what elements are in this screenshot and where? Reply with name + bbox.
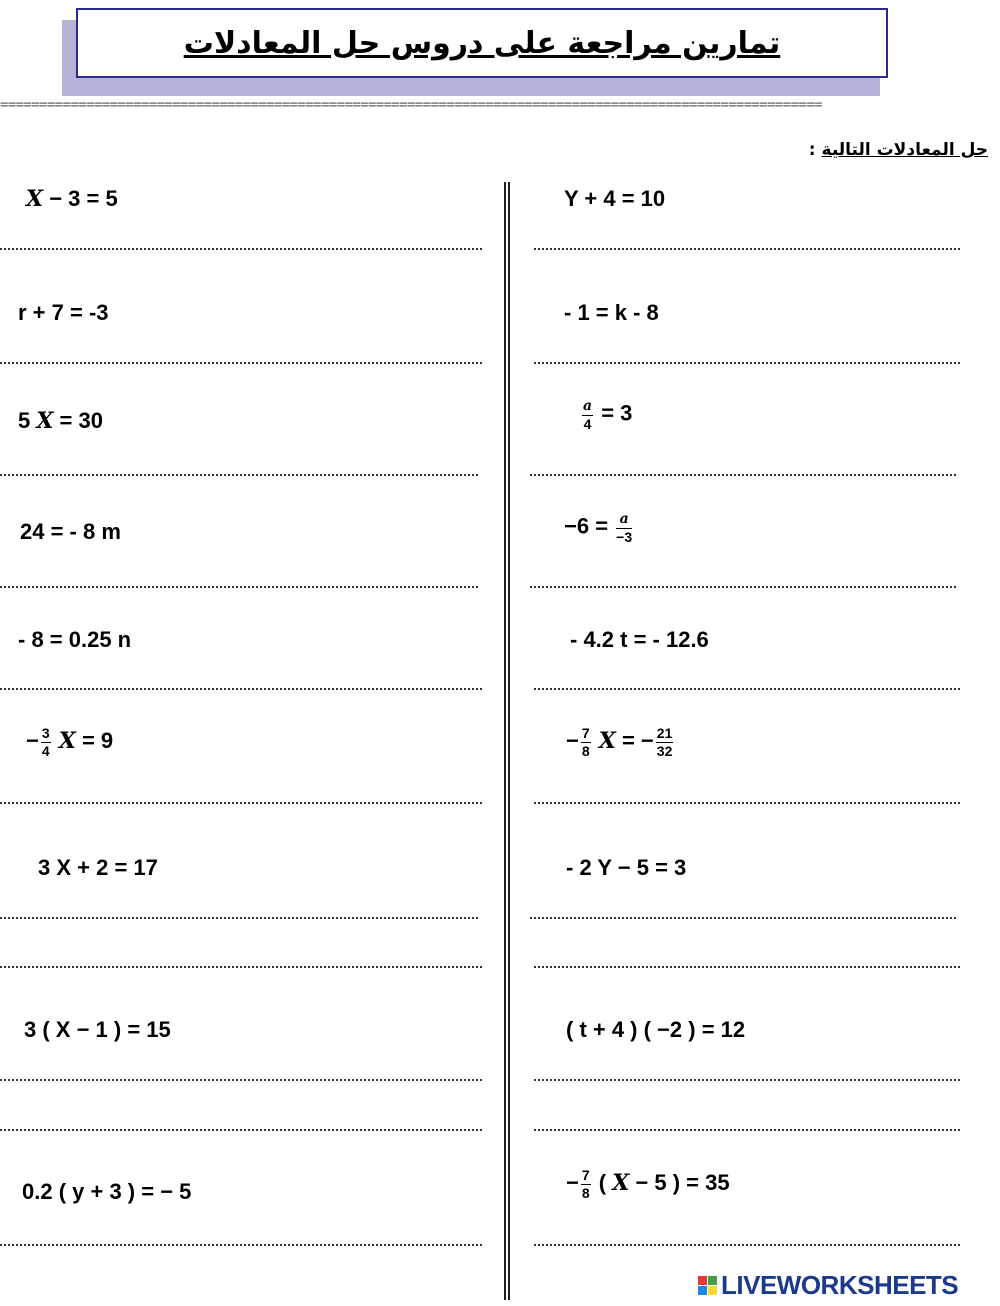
equation-l5: - 8 = 0.25 n	[18, 627, 132, 652]
answer-line[interactable]	[0, 362, 482, 364]
answer-line[interactable]	[0, 802, 482, 804]
equation-r9-var: X	[612, 1170, 630, 1196]
instruction	[809, 140, 988, 160]
answer-line[interactable]	[534, 1129, 960, 1131]
fraction-numerator: 7	[581, 1167, 590, 1183]
fraction-denominator: 32	[656, 742, 673, 759]
equation-l1-var: X	[26, 186, 44, 212]
fraction-numerator	[616, 511, 632, 529]
fraction-numerator-var: a	[583, 398, 593, 414]
liveworksheets-watermark	[698, 1270, 958, 1300]
answer-line[interactable]	[530, 586, 956, 588]
equation-r6-fraction-2	[656, 726, 674, 758]
liveworksheets-brand: LIVEWORKSHEETS	[721, 1269, 959, 1300]
answer-line[interactable]	[534, 248, 960, 250]
equation-l7: 3 X + 2 = 17	[38, 855, 158, 880]
equation-r7: - 2 Y − 5 = 3	[566, 855, 687, 880]
answer-line[interactable]	[534, 688, 960, 690]
equation-r5: - 4.2 t = - 12.6	[570, 627, 709, 652]
answer-line[interactable]	[0, 1244, 482, 1246]
equation-r4	[564, 511, 634, 544]
equation-l6-rest: = 9	[75, 728, 114, 753]
equation-l9: 0.2 ( y + 3 ) = − 5	[22, 1179, 192, 1204]
equation-r6-mid: = −	[615, 728, 654, 753]
fraction-denominator: 4	[41, 742, 50, 759]
fraction-numerator-var: a	[619, 511, 629, 527]
equation-r3-fraction	[582, 398, 593, 431]
answer-line[interactable]	[534, 966, 960, 968]
equation-l6	[26, 726, 113, 758]
fraction-denominator: 8	[581, 742, 590, 759]
equation-l3-coef: 5	[18, 408, 37, 433]
instruction-text: حل المعادلات التالية	[821, 140, 988, 160]
answer-line[interactable]	[0, 917, 478, 919]
equation-r2: - 1 = k - 8	[564, 300, 659, 325]
answer-line[interactable]	[0, 966, 482, 968]
equation-r6-var: X	[598, 728, 616, 754]
equation-r8: ( t + 4 ) ( −2 ) = 12	[566, 1017, 746, 1042]
fraction-numerator	[582, 398, 593, 416]
fraction-denominator: 8	[581, 1184, 590, 1201]
equation-r3	[580, 398, 632, 431]
equation-l6-fraction	[41, 726, 51, 758]
fraction-numerator: 21	[656, 725, 673, 741]
equation-l1-rest: − 3 = 5	[43, 186, 118, 211]
answer-line[interactable]	[534, 802, 960, 804]
equation-r6-sign: −	[566, 728, 579, 753]
equation-l8: 3 ( X − 1 ) = 15	[24, 1017, 171, 1042]
answer-line[interactable]	[0, 1079, 482, 1081]
separator-line: =========================================================================================================	[0, 97, 823, 113]
equation-l3	[18, 410, 103, 432]
fraction-denominator: −3	[616, 528, 633, 545]
equation-r9	[566, 1168, 730, 1200]
fraction-numerator: 3	[41, 725, 50, 741]
answer-line[interactable]	[530, 917, 956, 919]
answer-line[interactable]	[0, 586, 478, 588]
answer-line[interactable]	[534, 362, 960, 364]
equation-r9-fraction	[581, 1168, 591, 1200]
instruction-suffix: :	[808, 140, 822, 160]
answer-line[interactable]	[534, 1079, 960, 1081]
page-title: تمارين مراجعة على دروس حل المعادلات	[183, 25, 781, 61]
equation-r9-open: (	[592, 1170, 613, 1195]
answer-line[interactable]	[0, 474, 478, 476]
equation-r6	[566, 726, 675, 758]
equation-r9-sign: −	[566, 1170, 579, 1195]
equation-r4-lhs: −6 =	[564, 513, 615, 539]
equation-l1	[26, 188, 118, 210]
equation-l4: 24 = - 8 m	[20, 519, 121, 544]
title-box	[76, 8, 888, 78]
equation-l3-rest: = 30	[53, 408, 103, 433]
equation-r9-rest: − 5 ) = 35	[629, 1170, 730, 1195]
equation-r1: Y + 4 = 10	[564, 186, 666, 211]
equation-l2: r + 7 = -3	[18, 300, 109, 325]
fraction-numerator: 7	[581, 725, 590, 741]
answer-line[interactable]	[0, 248, 482, 250]
equation-r4-fraction	[616, 511, 632, 544]
column-divider	[504, 182, 510, 1300]
equation-l3-var: X	[36, 408, 54, 434]
fraction-denominator: 4	[583, 415, 592, 432]
equation-l6-sign: −	[26, 728, 39, 753]
equation-r3-rest: = 3	[601, 400, 633, 426]
answer-line[interactable]	[534, 1244, 960, 1246]
liveworksheets-logo-icon	[698, 1276, 717, 1295]
answer-line[interactable]	[0, 688, 482, 690]
answer-line[interactable]	[530, 474, 956, 476]
equation-r6-fraction	[581, 726, 591, 758]
answer-line[interactable]	[0, 1129, 482, 1131]
equation-l6-var: X	[58, 728, 76, 754]
